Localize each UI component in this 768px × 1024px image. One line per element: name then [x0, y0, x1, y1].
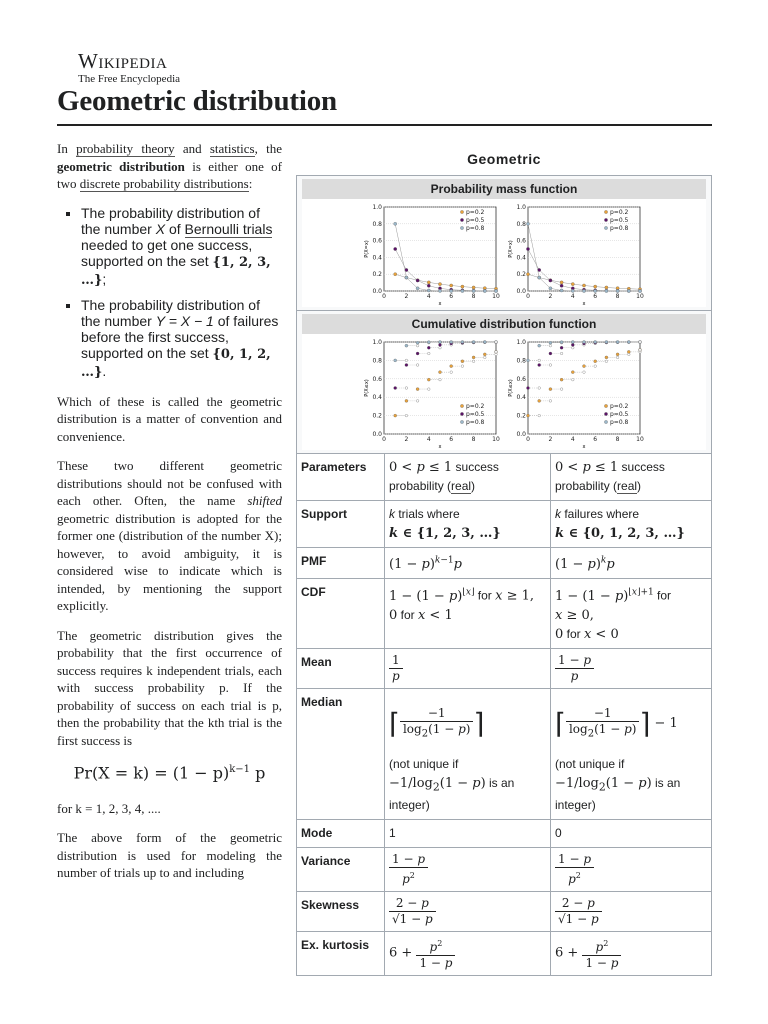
data-point [526, 222, 529, 225]
data-point [472, 286, 475, 289]
x-tick-label: 8 [615, 293, 620, 300]
legend-marker [460, 420, 463, 423]
y-tick-label: 0.6 [516, 375, 526, 383]
parameters-first-trial: 0 < p ≤ 1 success probability (real) [385, 454, 551, 501]
skewness-first-trial: $\frac{2 - p}{√1 - p}$ [385, 892, 551, 932]
infobox [296, 143, 712, 976]
data-point [439, 371, 442, 374]
y-axis-label: P(X=x) [364, 240, 370, 258]
y-tick-label: 0.0 [372, 288, 382, 295]
x-tick-label: 10 [636, 293, 644, 300]
x-tick-label: 6 [593, 436, 598, 443]
variance-first-trial: $\frac{1 - p}{p^2}$ [385, 848, 551, 892]
data-point [450, 365, 453, 368]
row-label: Skewness [297, 892, 385, 932]
legend-marker [604, 218, 607, 221]
x-tick-label: 0 [382, 293, 386, 300]
cdf-failures: $1 - (1 - p)^{⌊x⌋+1}$ for x ≥ 0, 0 for x < 0 [551, 579, 712, 648]
data-point [527, 387, 530, 390]
legend-label: p=0.5 [466, 217, 485, 224]
cdf-header: Cumulative distribution function [302, 314, 706, 334]
data-point [438, 289, 441, 292]
y-tick-label: 0.6 [372, 237, 382, 245]
row-label: Median [297, 688, 385, 820]
legend-label: p=0.5 [466, 411, 485, 418]
data-point [394, 273, 397, 276]
open-point [639, 349, 642, 352]
y-tick-label: 0.4 [372, 254, 382, 262]
open-point [405, 387, 408, 390]
data-point [560, 289, 563, 292]
table-row [297, 848, 712, 892]
open-point [484, 356, 487, 359]
open-point [495, 341, 498, 344]
y-tick-label: 0.4 [372, 394, 382, 402]
x-tick-label: 0 [382, 436, 386, 443]
open-point [549, 364, 552, 367]
data-point [527, 359, 530, 362]
data-point [438, 283, 441, 286]
legend-label: p=0.2 [466, 403, 485, 410]
row-label: CDF [297, 579, 385, 648]
data-point [450, 284, 453, 287]
skewness-failures: $\frac{2 - p}{√1 - p}$ [551, 892, 712, 932]
data-point [571, 283, 574, 286]
data-point [538, 399, 541, 402]
cdf-first-trial: $1 - (1 - p)^{⌊x⌋}$ for x ≥ 1, 0 for x < 1 [385, 579, 551, 648]
infobox-title: Geometric [467, 151, 541, 167]
data-point [405, 364, 408, 367]
data-point [483, 341, 486, 344]
open-point [439, 346, 442, 349]
logo-name[interactable]: Wikipedia [78, 49, 168, 73]
support-failures: k failures where k ∈ {0, 1, 2, 3, …} [551, 501, 712, 548]
y-tick-label: 0.6 [372, 375, 382, 383]
open-point [583, 371, 586, 374]
x-tick-label: 4 [570, 436, 575, 443]
data-point [605, 286, 608, 289]
legend-label: p=0.8 [610, 225, 629, 232]
data-point [549, 352, 552, 355]
x-tick-label: 10 [636, 436, 644, 443]
data-point [394, 414, 397, 417]
wikipedia-wordmark[interactable] [78, 50, 180, 86]
data-point [439, 343, 442, 346]
data-point [627, 341, 630, 344]
properties-table [296, 453, 712, 976]
x-tick-label: 8 [471, 293, 476, 300]
pmf-formula: $Pr(X = k) = (1 - p)^{k-1}$ p [73, 763, 266, 783]
x-tick-label: 6 [449, 293, 454, 300]
y-tick-label: 0.4 [516, 254, 526, 262]
x-tick-label: 2 [548, 436, 553, 443]
legend-marker [460, 412, 463, 415]
open-point [572, 378, 575, 381]
data-point [472, 356, 475, 359]
data-point [582, 284, 585, 287]
table-row [297, 548, 712, 579]
y-tick-label: 1.0 [372, 339, 382, 346]
link-statistics[interactable]: statistics [209, 141, 255, 156]
cdf-section [296, 310, 712, 453]
data-point [594, 360, 597, 363]
x-tick-label: 2 [404, 436, 409, 443]
data-point [527, 414, 530, 417]
open-point [472, 360, 475, 363]
open-point [560, 388, 563, 391]
legend-label: p=0.8 [466, 225, 485, 232]
data-point [605, 356, 608, 359]
open-point [605, 360, 608, 363]
y-tick-label: 1.0 [516, 204, 526, 211]
data-point [549, 279, 552, 282]
table-row [297, 820, 712, 848]
definition-list [57, 205, 282, 381]
logo-tagline: The Free Encyclopedia [78, 73, 181, 85]
kurtosis-failures: 6 + $\frac{p^2}{1 - p}$ [551, 932, 712, 976]
x-tick-label: 4 [426, 293, 431, 300]
open-point [538, 359, 541, 362]
x-tick-label: 4 [570, 293, 575, 300]
pmf-plot-failures[interactable] [506, 203, 646, 307]
link-discrete-probability-distributions[interactable]: discrete probability distributions [79, 176, 249, 191]
x-tick-label: 0 [526, 436, 530, 443]
y-tick-label: 0.2 [516, 412, 526, 420]
x-tick-label: 8 [471, 436, 476, 443]
open-point [538, 414, 541, 417]
intro-paragraph: In probability theory and statistics, the geometric distribution is either one of two discrete probability distributions: [57, 141, 282, 191]
data-point [416, 341, 419, 344]
data-point [394, 359, 397, 362]
x-tick-label: 6 [449, 436, 454, 443]
data-point [560, 341, 563, 344]
pmf-first-trial: $(1 - p)^{k-1}p$ [385, 548, 551, 579]
table-row [297, 579, 712, 648]
data-point [427, 284, 430, 287]
open-point [428, 352, 431, 355]
parameters-failures: 0 < p ≤ 1 success probability (real) [551, 454, 712, 501]
data-point [494, 289, 497, 292]
legend-label: p=0.8 [466, 419, 485, 426]
table-row [297, 501, 712, 548]
data-point [427, 378, 430, 381]
data-point [472, 289, 475, 292]
mean-first-trial: $\frac{1}{p}$ [385, 648, 551, 688]
legend-marker [460, 404, 463, 407]
pmf-section [296, 175, 712, 310]
legend-marker [604, 210, 607, 213]
convention-paragraph: Which of these is called the geometric distribution is a matter of convention and convenience. [57, 393, 282, 444]
legend-marker [604, 226, 607, 229]
open-point [405, 359, 408, 362]
y-tick-label: 0.2 [372, 412, 382, 420]
k-values-paragraph: for k = 1, 2, 3, 4, .... [57, 800, 161, 816]
legend-marker [460, 210, 463, 213]
x-tick-label: 6 [593, 293, 598, 300]
data-point [394, 222, 397, 225]
data-point [538, 344, 541, 347]
open-point [538, 387, 541, 390]
data-point [560, 346, 563, 349]
y-tick-label: 0.8 [372, 220, 382, 228]
data-point [605, 341, 608, 344]
open-point [416, 400, 419, 403]
open-point [461, 365, 464, 368]
legend-marker [604, 420, 607, 423]
open-point [594, 365, 597, 368]
mode-first-trial: 1 [385, 820, 551, 848]
y-tick-label: 0.0 [516, 431, 526, 438]
legend-marker [460, 218, 463, 221]
legend-marker [604, 404, 607, 407]
y-tick-label: 0.8 [516, 357, 526, 365]
open-point [639, 341, 642, 344]
x-axis-label: x [582, 301, 586, 307]
page-title: Geometric distribution [57, 85, 337, 117]
table-row [297, 648, 712, 688]
data-point [439, 341, 442, 344]
data-point [461, 341, 464, 344]
data-point [450, 289, 453, 292]
legend-label: p=0.8 [610, 419, 629, 426]
mean-failures: $\frac{1 - p}{p}$ [551, 648, 712, 688]
data-point [627, 350, 630, 353]
data-point [627, 289, 630, 292]
legend-label: p=0.2 [466, 209, 485, 216]
shifted-paragraph: These two different geometric distributions should not be confused with each other. Often, the name shifted geometric distribution is adopted for the former one (distribution of the number X); however, to avoid ambiguity, it is considered wise to indicate which is intended, by mentioning the support explicitly. [57, 458, 282, 613]
data-point [582, 289, 585, 292]
data-point [594, 341, 597, 344]
cdf-plot-first-trial[interactable] [362, 338, 502, 450]
row-label: Variance [297, 848, 385, 892]
data-point [571, 289, 574, 292]
y-tick-label: 0.8 [516, 220, 526, 228]
x-tick-label: 8 [615, 436, 620, 443]
data-point [427, 346, 430, 349]
legend-label: p=0.5 [610, 411, 629, 418]
data-point [472, 341, 475, 344]
x-tick-label: 10 [492, 436, 500, 443]
table-row [297, 892, 712, 932]
row-label: Ex. kurtosis [297, 932, 385, 976]
kurtosis-first-trial: 6 + $\frac{p^2}{1 - p}$ [385, 932, 551, 976]
data-point [483, 289, 486, 292]
data-point [427, 341, 430, 344]
modeling-paragraph: The above form of the geometric distribution is used for modeling the number of trials up to and including [57, 830, 282, 881]
data-point [549, 287, 552, 290]
row-label: Mean [297, 648, 385, 688]
data-point [483, 353, 486, 356]
title-divider [57, 124, 712, 126]
legend-marker [460, 226, 463, 229]
legend-marker [604, 412, 607, 415]
legend-label: p=0.2 [610, 403, 629, 410]
open-point [616, 356, 619, 359]
row-label: Support [297, 501, 385, 548]
article-body [57, 140, 282, 894]
cdf-plot-failures[interactable] [506, 338, 646, 450]
link-bernoulli-trials[interactable]: Bernoulli trials [184, 220, 273, 237]
table-row [297, 454, 712, 501]
y-tick-label: 0.0 [516, 288, 526, 295]
open-point [549, 344, 552, 347]
data-point [405, 399, 408, 402]
y-axis-label: P(X≤x) [508, 379, 514, 397]
data-point [416, 287, 419, 290]
y-tick-label: 0.2 [516, 271, 526, 279]
data-point [394, 387, 397, 390]
pmf-header: Probability mass function [302, 179, 706, 199]
x-tick-label: 4 [426, 436, 431, 443]
y-tick-label: 0.0 [372, 431, 382, 438]
open-point [560, 352, 563, 355]
data-point [461, 360, 464, 363]
x-tick-label: 2 [548, 293, 553, 300]
y-tick-label: 0.8 [372, 357, 382, 365]
data-point [461, 285, 464, 288]
data-point [416, 279, 419, 282]
y-axis-label: P(X=x) [508, 240, 514, 258]
data-point [427, 281, 430, 284]
variance-failures: $\frac{1 - p}{p^2}$ [551, 848, 712, 892]
row-label: Mode [297, 820, 385, 848]
mode-failures: 0 [551, 820, 712, 848]
data-point [638, 289, 641, 292]
y-tick-label: 1.0 [372, 204, 382, 211]
data-point [450, 341, 453, 344]
data-point [526, 247, 529, 250]
x-axis-label: x [438, 301, 442, 307]
data-point [616, 289, 619, 292]
open-point [549, 400, 552, 403]
data-point [526, 273, 529, 276]
data-point [416, 388, 419, 391]
data-point [461, 289, 464, 292]
pmf-plot-first-trial[interactable] [362, 203, 502, 307]
link-probability-theory[interactable]: probability theory [76, 141, 175, 156]
x-tick-label: 0 [526, 293, 530, 300]
open-point [405, 414, 408, 417]
data-point [594, 289, 597, 292]
data-point [571, 371, 574, 374]
data-point [594, 285, 597, 288]
data-point [560, 378, 563, 381]
row-label: Parameters [297, 454, 385, 501]
data-point [605, 289, 608, 292]
data-point [616, 353, 619, 356]
data-point [560, 281, 563, 284]
data-point [405, 276, 408, 279]
pmf-failures: $(1 - p)^kp$ [551, 548, 712, 579]
list-item: ▪ The probability distribution of the number X of Bernoulli trials needed to get one success, supported on the set {1, 2, 3, …}; [81, 205, 282, 289]
row-label: PMF [297, 548, 385, 579]
data-point [538, 276, 541, 279]
data-point [583, 341, 586, 344]
data-point [616, 341, 619, 344]
data-point [583, 365, 586, 368]
table-row [297, 688, 712, 820]
x-tick-label: 2 [404, 293, 409, 300]
data-point [416, 352, 419, 355]
data-point [394, 247, 397, 250]
data-point [571, 341, 574, 344]
open-point [495, 351, 498, 354]
data-point [427, 289, 430, 292]
open-point [416, 364, 419, 367]
open-point [416, 344, 419, 347]
y-tick-label: 0.2 [372, 271, 382, 279]
x-tick-label: 10 [492, 293, 500, 300]
table-row [297, 932, 712, 976]
y-axis-label: P(X≤x) [364, 379, 370, 397]
median-failures: ⌈ $\frac{-1}{\log_2(1 - p)}$ ⌉ − 1 (not unique if $-1/\log_2(1 - p)$ is an integer) [551, 688, 712, 820]
link-real[interactable]: real [451, 479, 472, 493]
data-point [560, 284, 563, 287]
open-point [439, 378, 442, 381]
open-point [450, 371, 453, 374]
data-point [538, 364, 541, 367]
legend-label: p=0.2 [610, 209, 629, 216]
x-axis-label: x [582, 444, 586, 450]
data-point [549, 341, 552, 344]
support-first-trial: k trials where k ∈ {1, 2, 3, …} [385, 501, 551, 548]
y-tick-label: 1.0 [516, 339, 526, 346]
legend-label: p=0.5 [610, 217, 629, 224]
x-axis-label: x [438, 444, 442, 450]
open-point [572, 346, 575, 349]
median-first-trial: ⌈ $\frac{-1}{\log_2(1 - p)}$ ⌉ (not unique if $-1/\log_2(1 - p)$ is an integer) [385, 688, 551, 820]
open-point [428, 388, 431, 391]
data-point [571, 343, 574, 346]
list-item: ▪ The probability distribution of the number Y = X − 1 of failures before the first success, supported on the set {0, 1, 2, …}. [81, 297, 282, 381]
link-real[interactable]: real [617, 479, 638, 493]
data-point [549, 388, 552, 391]
data-point [405, 344, 408, 347]
y-tick-label: 0.6 [516, 237, 526, 245]
probability-paragraph: The geometric distribution gives the probability that the first occurrence of success requires k independent trials, each with success probability p. If the probability of success on each trial is p, then the probability that the kth trial is the first success is [57, 627, 282, 748]
y-tick-label: 0.4 [516, 394, 526, 402]
